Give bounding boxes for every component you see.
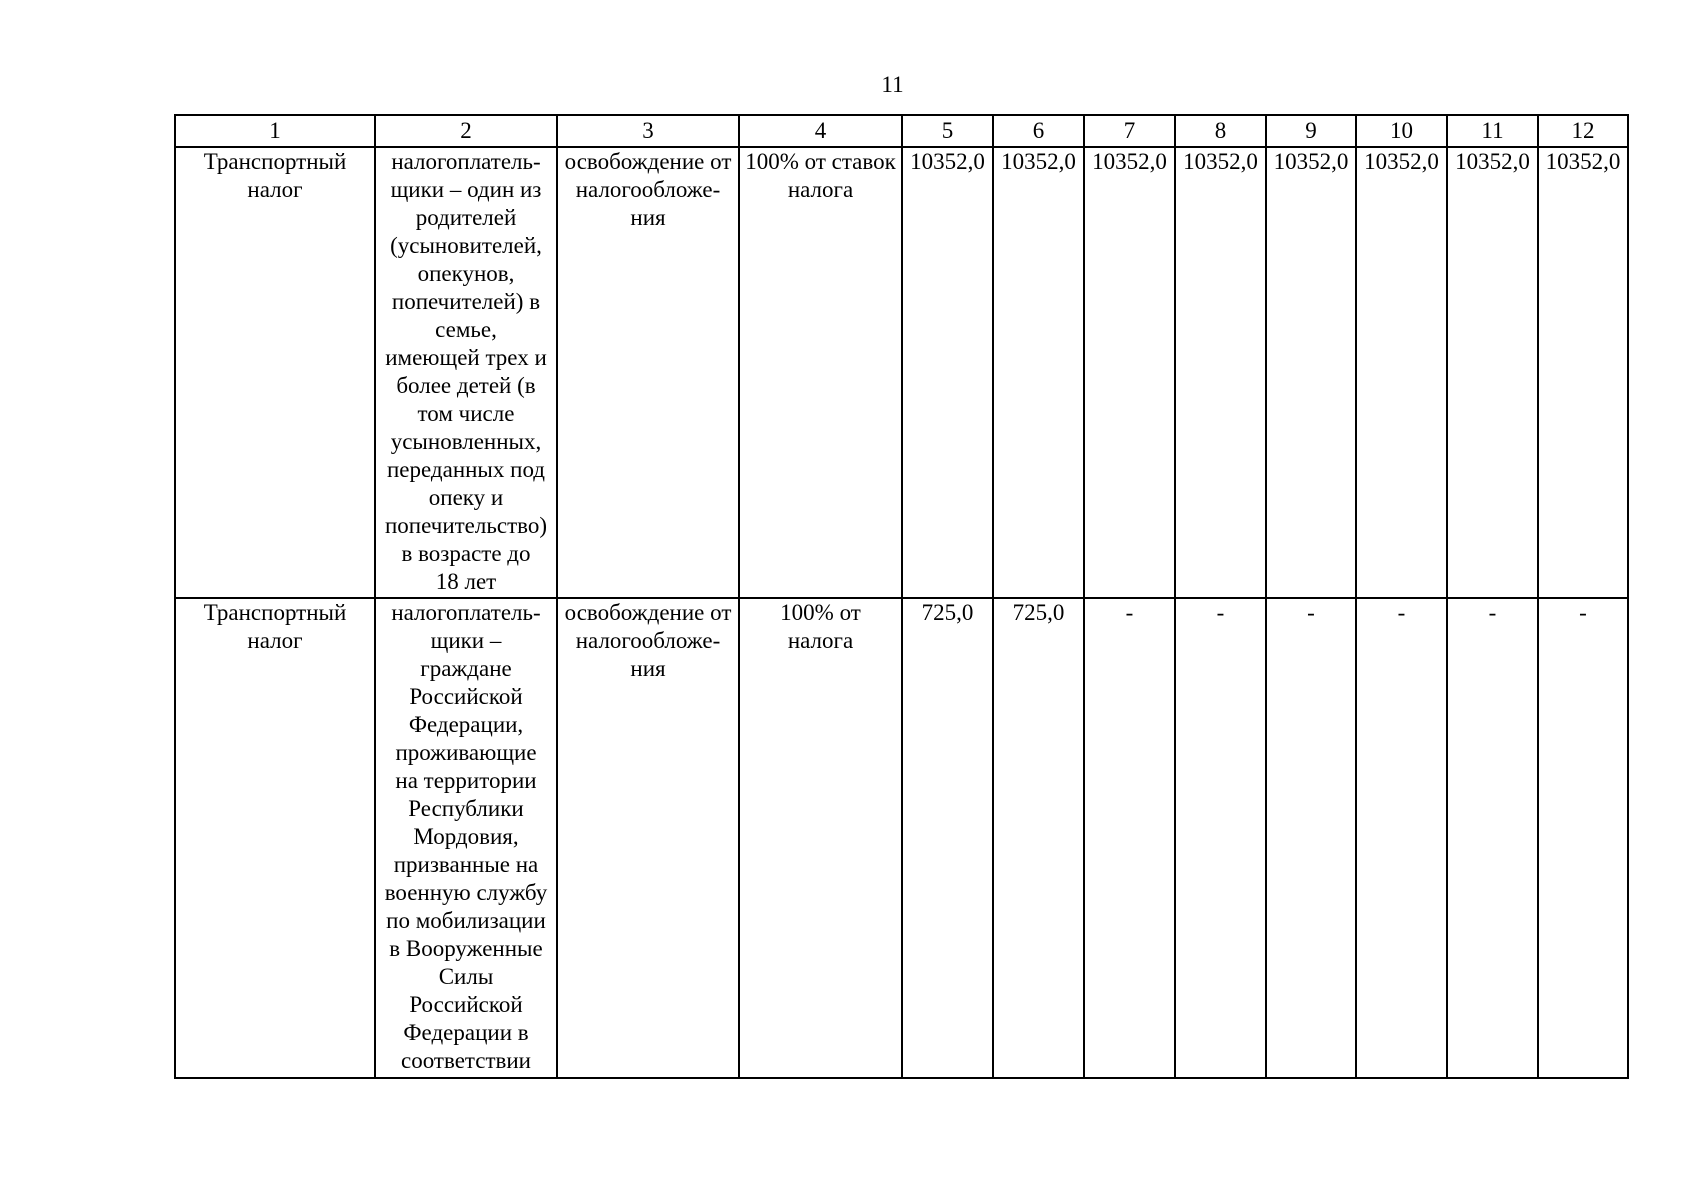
taxpayer-category-cell <box>375 147 557 598</box>
cell-text-line: Транспортный <box>203 600 347 625</box>
cell-text-line: попечительство) <box>385 513 547 538</box>
value-cell: - <box>1447 598 1538 1078</box>
cell-text-line: ния <box>630 205 666 230</box>
cell-text-line: опекунов, <box>417 261 515 286</box>
cell-text-line: семье, <box>435 317 497 342</box>
cell-text-line: налога <box>787 177 854 202</box>
column-number-4: 4 <box>739 115 902 147</box>
value-cell: 10352,0 <box>1447 147 1538 598</box>
taxpayer-category <box>377 148 555 596</box>
cell-text-line: 18 лет <box>435 569 497 594</box>
benefit-type-cell <box>557 147 739 598</box>
cell-text-line: родителей <box>415 205 517 230</box>
value-cell: - <box>1266 598 1356 1078</box>
cell-text-line: налогоплатель- <box>391 600 541 625</box>
cell-text-line: граждане <box>420 656 512 681</box>
value-cell: 10352,0 <box>1084 147 1175 598</box>
tax-name <box>177 148 373 204</box>
column-number-5: 5 <box>902 115 993 147</box>
cell-text-line: том числе <box>417 401 515 426</box>
benefit-type <box>559 599 737 683</box>
cell-text-line: по мобилизации <box>386 908 546 933</box>
value-cell: 10352,0 <box>902 147 993 598</box>
cell-text-line: Республики <box>408 796 524 821</box>
cell-text-line: попечителей) в <box>391 289 541 314</box>
tax-benefits-table <box>174 114 1629 1079</box>
table-header-row <box>175 115 1628 147</box>
value-cell: 10352,0 <box>1356 147 1447 598</box>
value-cell: 10352,0 <box>1175 147 1266 598</box>
cell-text-line: опеку и <box>428 485 504 510</box>
cell-text-line: освобождение от <box>564 149 732 174</box>
cell-text-line: налог <box>247 628 303 653</box>
tax-name <box>177 599 373 655</box>
taxpayer-category-cell <box>375 598 557 1078</box>
column-number-8: 8 <box>1175 115 1266 147</box>
value-cell: 725,0 <box>993 598 1084 1078</box>
cell-text-line: налога <box>787 628 854 653</box>
cell-text-line: имеющей трех и <box>385 345 547 370</box>
value-cell: 10352,0 <box>1266 147 1356 598</box>
page-number: 11 <box>881 72 904 97</box>
value-cell: - <box>1538 598 1628 1078</box>
cell-text-line: налогообложе- <box>575 177 721 202</box>
cell-text-line: проживающие <box>395 740 537 765</box>
cell-text-line: военную службу <box>384 880 548 905</box>
value-cell: 10352,0 <box>993 147 1084 598</box>
tax-name-cell <box>175 147 375 598</box>
value-cell: 10352,0 <box>1538 147 1628 598</box>
column-number-10: 10 <box>1356 115 1447 147</box>
benefit-size-cell <box>739 147 902 598</box>
benefit-size <box>741 148 900 204</box>
benefit-type-cell <box>557 598 739 1078</box>
cell-text-line: щики – один из <box>390 177 542 202</box>
cell-text-line: освобождение от <box>564 600 732 625</box>
column-number-7: 7 <box>1084 115 1175 147</box>
benefit-type <box>559 148 737 232</box>
cell-text-line: 100% от <box>780 600 861 625</box>
cell-text-line: Федерации, <box>408 712 524 737</box>
column-number-9: 9 <box>1266 115 1356 147</box>
table-row <box>175 147 1628 598</box>
cell-text-line: Федерации в <box>403 1020 529 1045</box>
cell-text-line: Мордовия, <box>413 824 519 849</box>
value-cell: 725,0 <box>902 598 993 1078</box>
cell-text-line: ния <box>630 656 666 681</box>
table-row <box>175 598 1628 1078</box>
cell-text-line: Российской <box>409 684 523 709</box>
cell-text-line: усыновленных, <box>390 429 542 454</box>
column-number-12: 12 <box>1538 115 1628 147</box>
cell-text-line: налог <box>247 177 303 202</box>
value-cell: - <box>1356 598 1447 1078</box>
cell-text-line: Силы <box>438 964 494 989</box>
column-number-3: 3 <box>557 115 739 147</box>
column-number-11: 11 <box>1447 115 1538 147</box>
benefit-size-cell <box>739 598 902 1078</box>
tax-name-cell <box>175 598 375 1078</box>
cell-text-line: Российской <box>409 992 523 1017</box>
benefit-size <box>741 599 900 655</box>
value-cell: - <box>1175 598 1266 1078</box>
column-number-6: 6 <box>993 115 1084 147</box>
cell-text-line: в Вооруженные <box>389 936 543 961</box>
cell-text-line: в возрасте до <box>401 541 531 566</box>
column-number-2: 2 <box>375 115 557 147</box>
cell-text-line: налогообложе- <box>575 628 721 653</box>
cell-text-line: (усыновителей, <box>390 233 542 258</box>
cell-text-line: Транспортный <box>203 149 347 174</box>
column-number-1: 1 <box>175 115 375 147</box>
cell-text-line: 100% от ставок <box>745 149 896 174</box>
cell-text-line: призванные на <box>393 852 539 877</box>
cell-text-line: налогоплатель- <box>391 149 541 174</box>
cell-text-line: более детей (в <box>396 373 536 398</box>
cell-text-line: на территории <box>395 768 537 793</box>
value-cell: - <box>1084 598 1175 1078</box>
taxpayer-category <box>377 599 555 1075</box>
cell-text-line: соответствии <box>401 1048 531 1073</box>
cell-text-line: щики – <box>430 628 502 653</box>
cell-text-line: переданных под <box>386 457 545 482</box>
